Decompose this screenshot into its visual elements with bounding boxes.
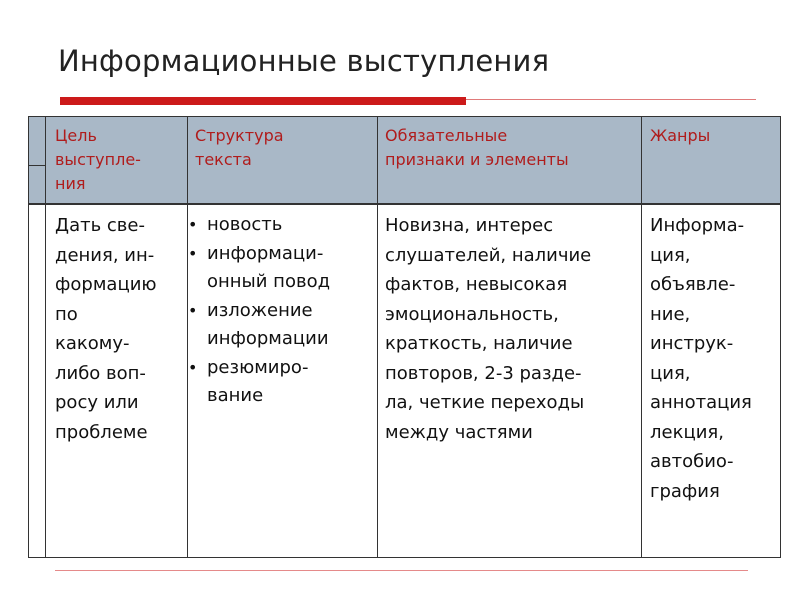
column-divider [187,117,188,557]
header-line: признаки и элементы [385,150,569,169]
bullet-icon: • [188,357,198,377]
cell-line: аннотация [650,392,752,413]
goal-cell [55,211,187,447]
header-line: текста [195,150,252,169]
cell-line: вание [207,385,264,406]
cell-line: дения, ин- [55,244,155,266]
cell-line: лекция, [650,421,724,443]
cell-line: Дать све- [55,215,145,236]
cell-line: между частями [385,421,533,443]
column-divider [641,117,642,557]
header-features [385,124,640,172]
bullet-icon: • [188,300,198,320]
header-line: Жанры [650,126,711,145]
cell-line: новость [207,214,283,235]
bullet-icon: • [188,215,198,234]
header-structure [195,124,370,172]
header-line: Обязательные [385,126,508,145]
cell-line: ция, [650,362,691,384]
info-speech-table [28,116,781,558]
cell-line: росу или [55,392,139,413]
cell-line: эмоциональность, [385,303,559,325]
cell-line: ция, [650,244,691,266]
cell-line: какому- [55,333,130,354]
list-item [188,240,379,297]
header-line: Цель [55,126,97,145]
title-underline-thin [466,99,756,100]
structure-cell [188,211,379,411]
cell-line: инструк- [650,333,734,354]
cell-line: информации [207,328,329,349]
title-underline-accent [60,97,466,105]
cell-line: повторов, 2-3 разде- [385,362,582,384]
bullet-icon: • [188,243,198,263]
cell-line: ла, четкие переходы [385,392,585,413]
row-gutter-mark [29,165,46,166]
cell-line: изложение [207,299,313,321]
slide-title: Информационные выступления [58,44,550,78]
cell-line: проблеме [55,421,148,443]
cell-line: либо воп- [55,362,146,384]
list-item [188,297,379,354]
cell-line: информаци- [207,242,324,264]
features-cell [385,211,641,447]
cell-line: графия [650,480,720,502]
cell-line: онный повод [207,271,331,292]
header-line: ния [55,174,86,193]
genres-cell [650,211,776,506]
cell-line: объявле- [650,274,736,295]
header-line: выступле- [55,150,141,169]
list-item [188,211,379,240]
cell-line: резюмиро- [207,356,309,378]
cell-line: краткость, наличие [385,333,573,354]
structure-list [188,211,379,411]
list-item [188,354,379,411]
cell-line: ние, [650,303,691,325]
cell-line: автобио- [650,451,734,472]
cell-line: Информа- [650,215,745,236]
header-line: Структура [195,126,284,145]
cell-line: по [55,303,78,325]
header-goal [55,124,185,196]
cell-line: фактов, невысокая [385,274,568,295]
cell-line: Новизна, интерес [385,215,554,236]
row-gutter [29,117,46,557]
cell-line: формацию [55,274,157,295]
cell-line: слушателей, наличие [385,244,592,266]
footer-divider [55,570,748,571]
header-genres [650,124,770,148]
